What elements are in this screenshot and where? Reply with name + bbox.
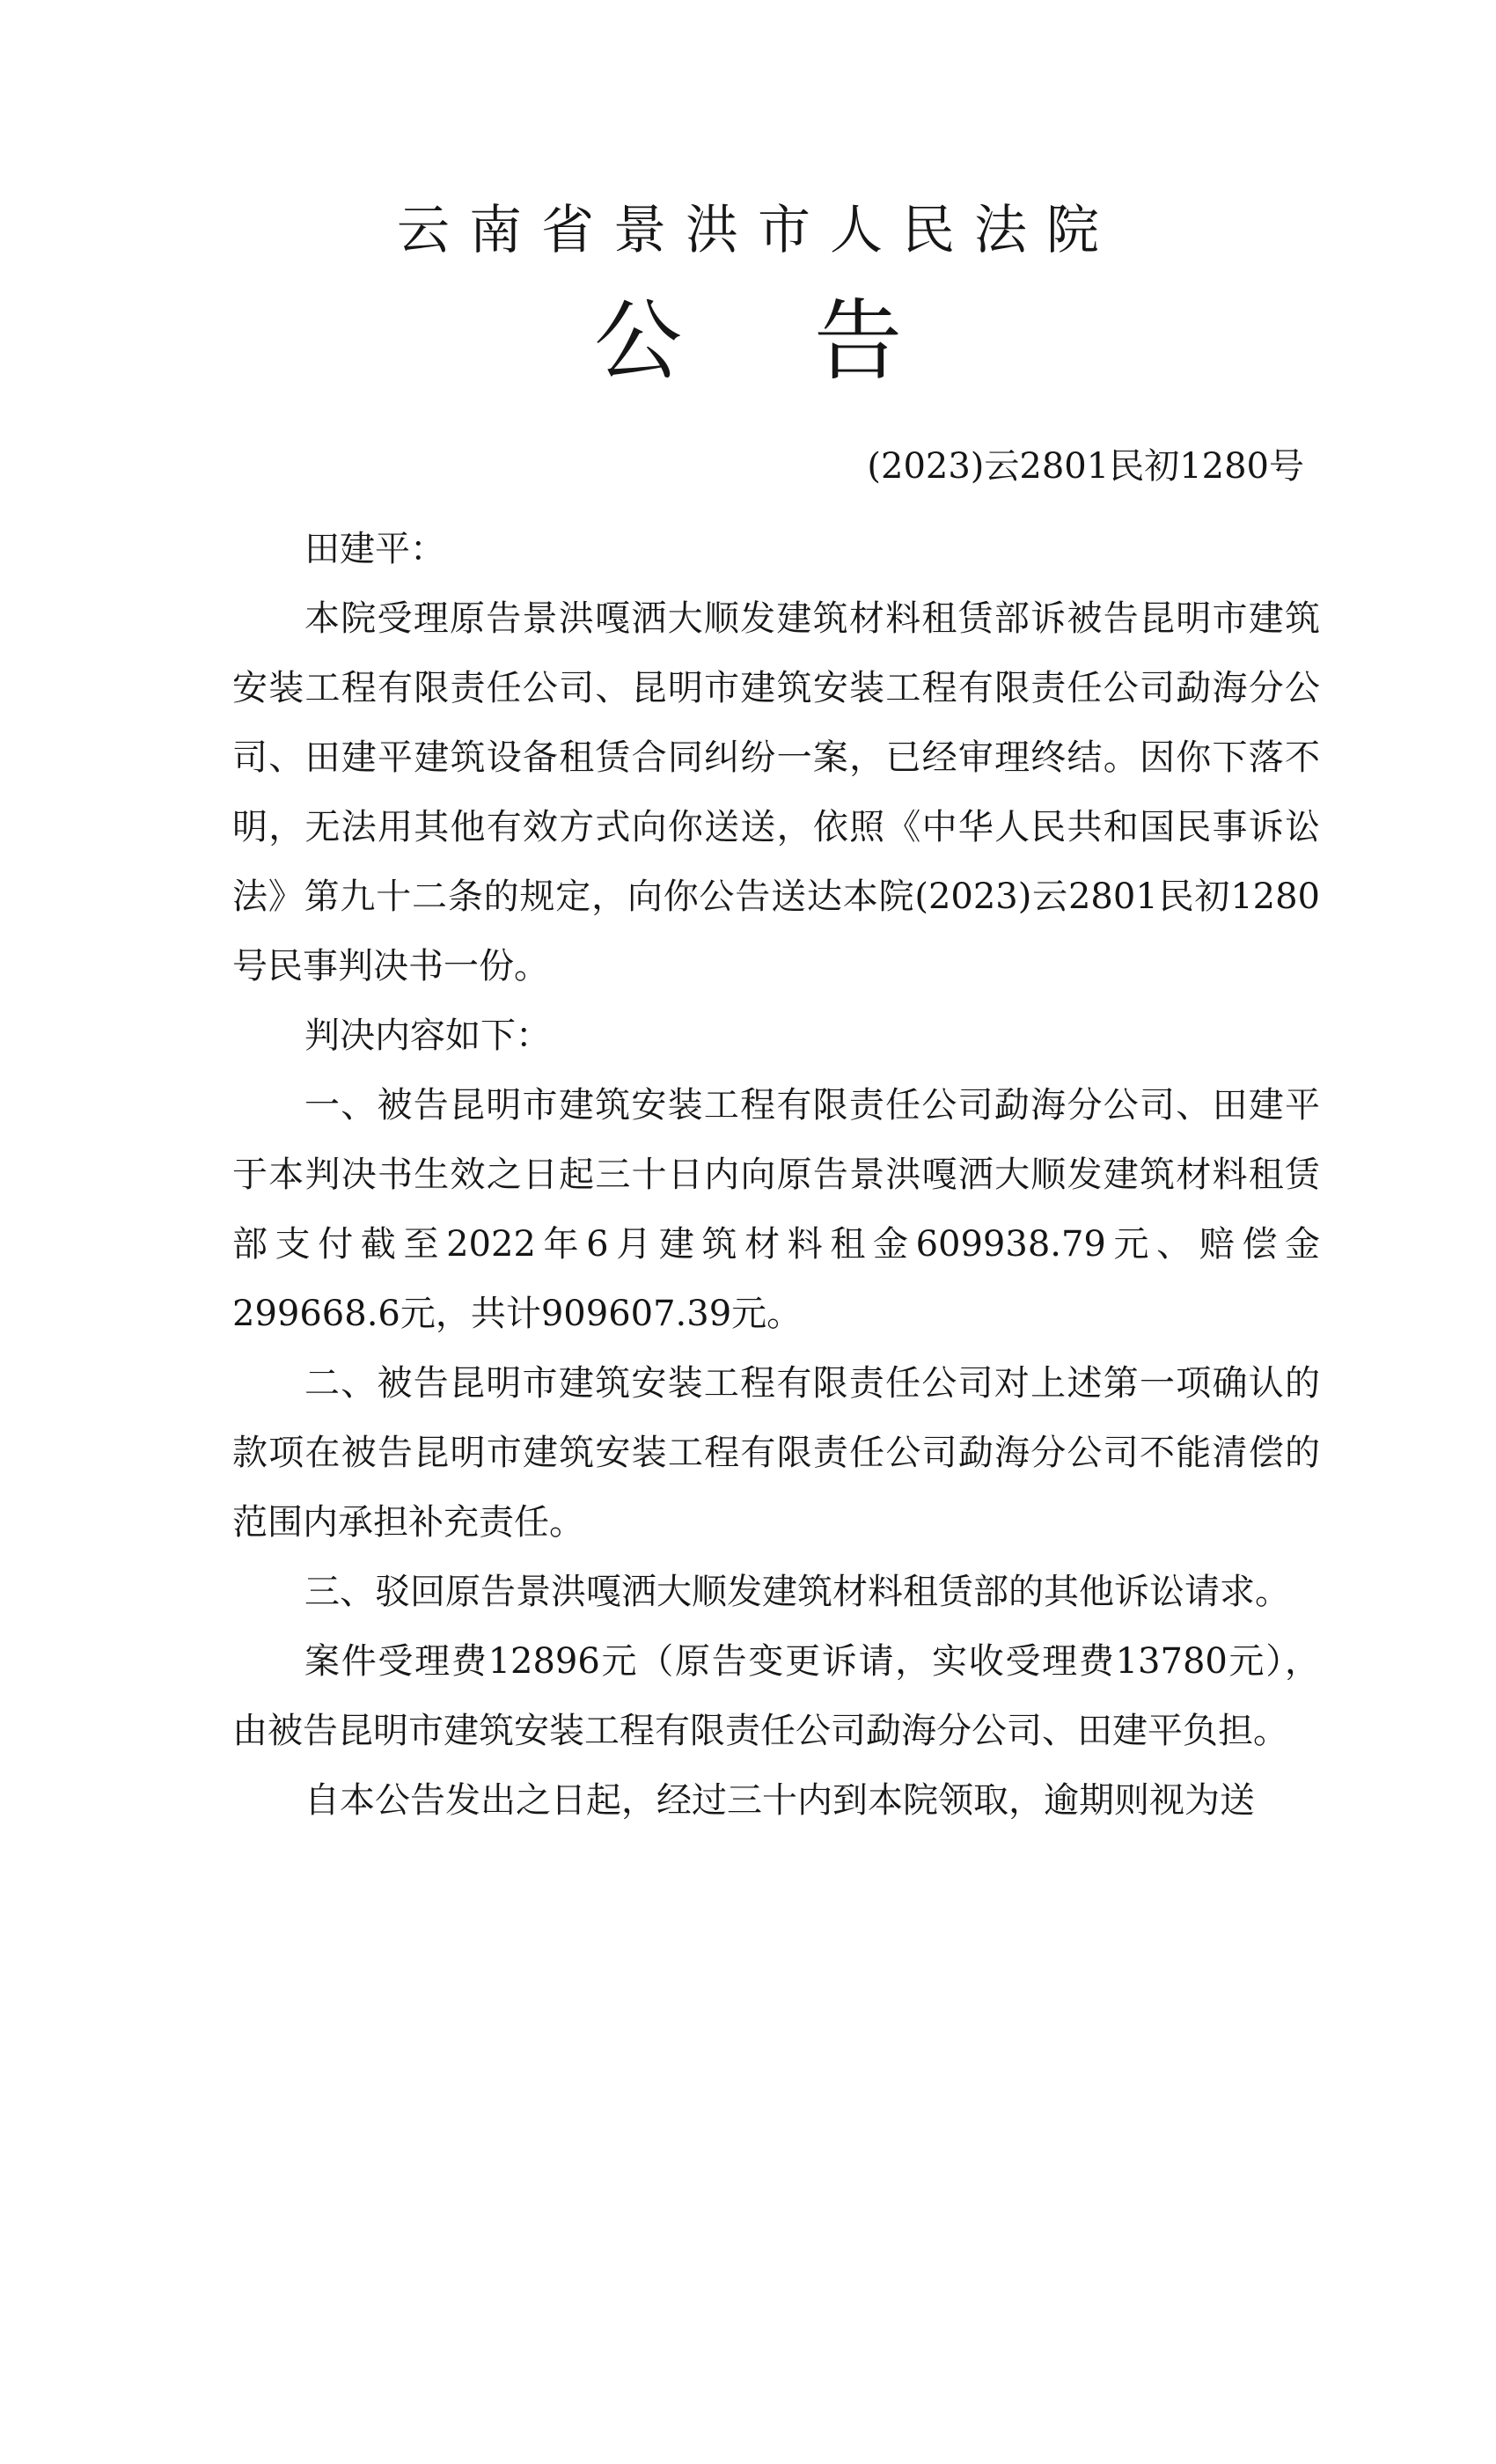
notice-body [232, 515, 1320, 1836]
notice-title: 公告 [594, 290, 1034, 392]
closing-paragraph: 自本公告发出之日起，经过三十内到本院领取，逾期则视为送 [304, 1780, 1255, 1821]
fee-paragraph: 案件受理费12896元（原告变更诉请，实收受理费13780元），由被告昆明市建筑安装工程有限责任公司勐海分公司、田建平负担。 [232, 1641, 1320, 1751]
addressee: 田建平： [304, 529, 445, 569]
case-number: (2023)云2801民初1280号 [867, 446, 1304, 487]
judgment-item-3: 三、驳回原告景洪嘎洒大顺发建筑材料租赁部的其他诉讼请求。 [304, 1572, 1290, 1612]
court-name: 云南省景洪市人民法院 [397, 200, 1118, 261]
intro-paragraph: 本院受理原告景洪嘎洒大顺发建筑材料租赁部诉被告昆明市建筑安装工程有限责任公司、昆明市建筑安装工程有限责任公司勐海分公司、田建平建筑设备租赁合同纠纷一案，已经审理终结。因你下落不明，无法用其他有效方式向你送送，依照《中华人民共和国民事诉讼法》第九十二条的规定，向你公告送达本院(2023)云2801民初1280号民事判决书一份。 [232, 598, 1320, 986]
judgment-item-1: 一、被告昆明市建筑安装工程有限责任公司勐海分公司、田建平于本判决书生效之日起三十日内向原告景洪嘎洒大顺发建筑材料租赁部支付截至2022年6月建筑材料租金609938.79元、赔偿金299668.6元，共计909607.39元。 [232, 1085, 1320, 1334]
judgment-heading: 判决内容如下： [304, 1016, 551, 1056]
judgment-item-2: 二、被告昆明市建筑安装工程有限责任公司对上述第一项确认的款项在被告昆明市建筑安装工程有限责任公司勐海分公司不能清偿的范围内承担补充责任。 [232, 1363, 1320, 1543]
